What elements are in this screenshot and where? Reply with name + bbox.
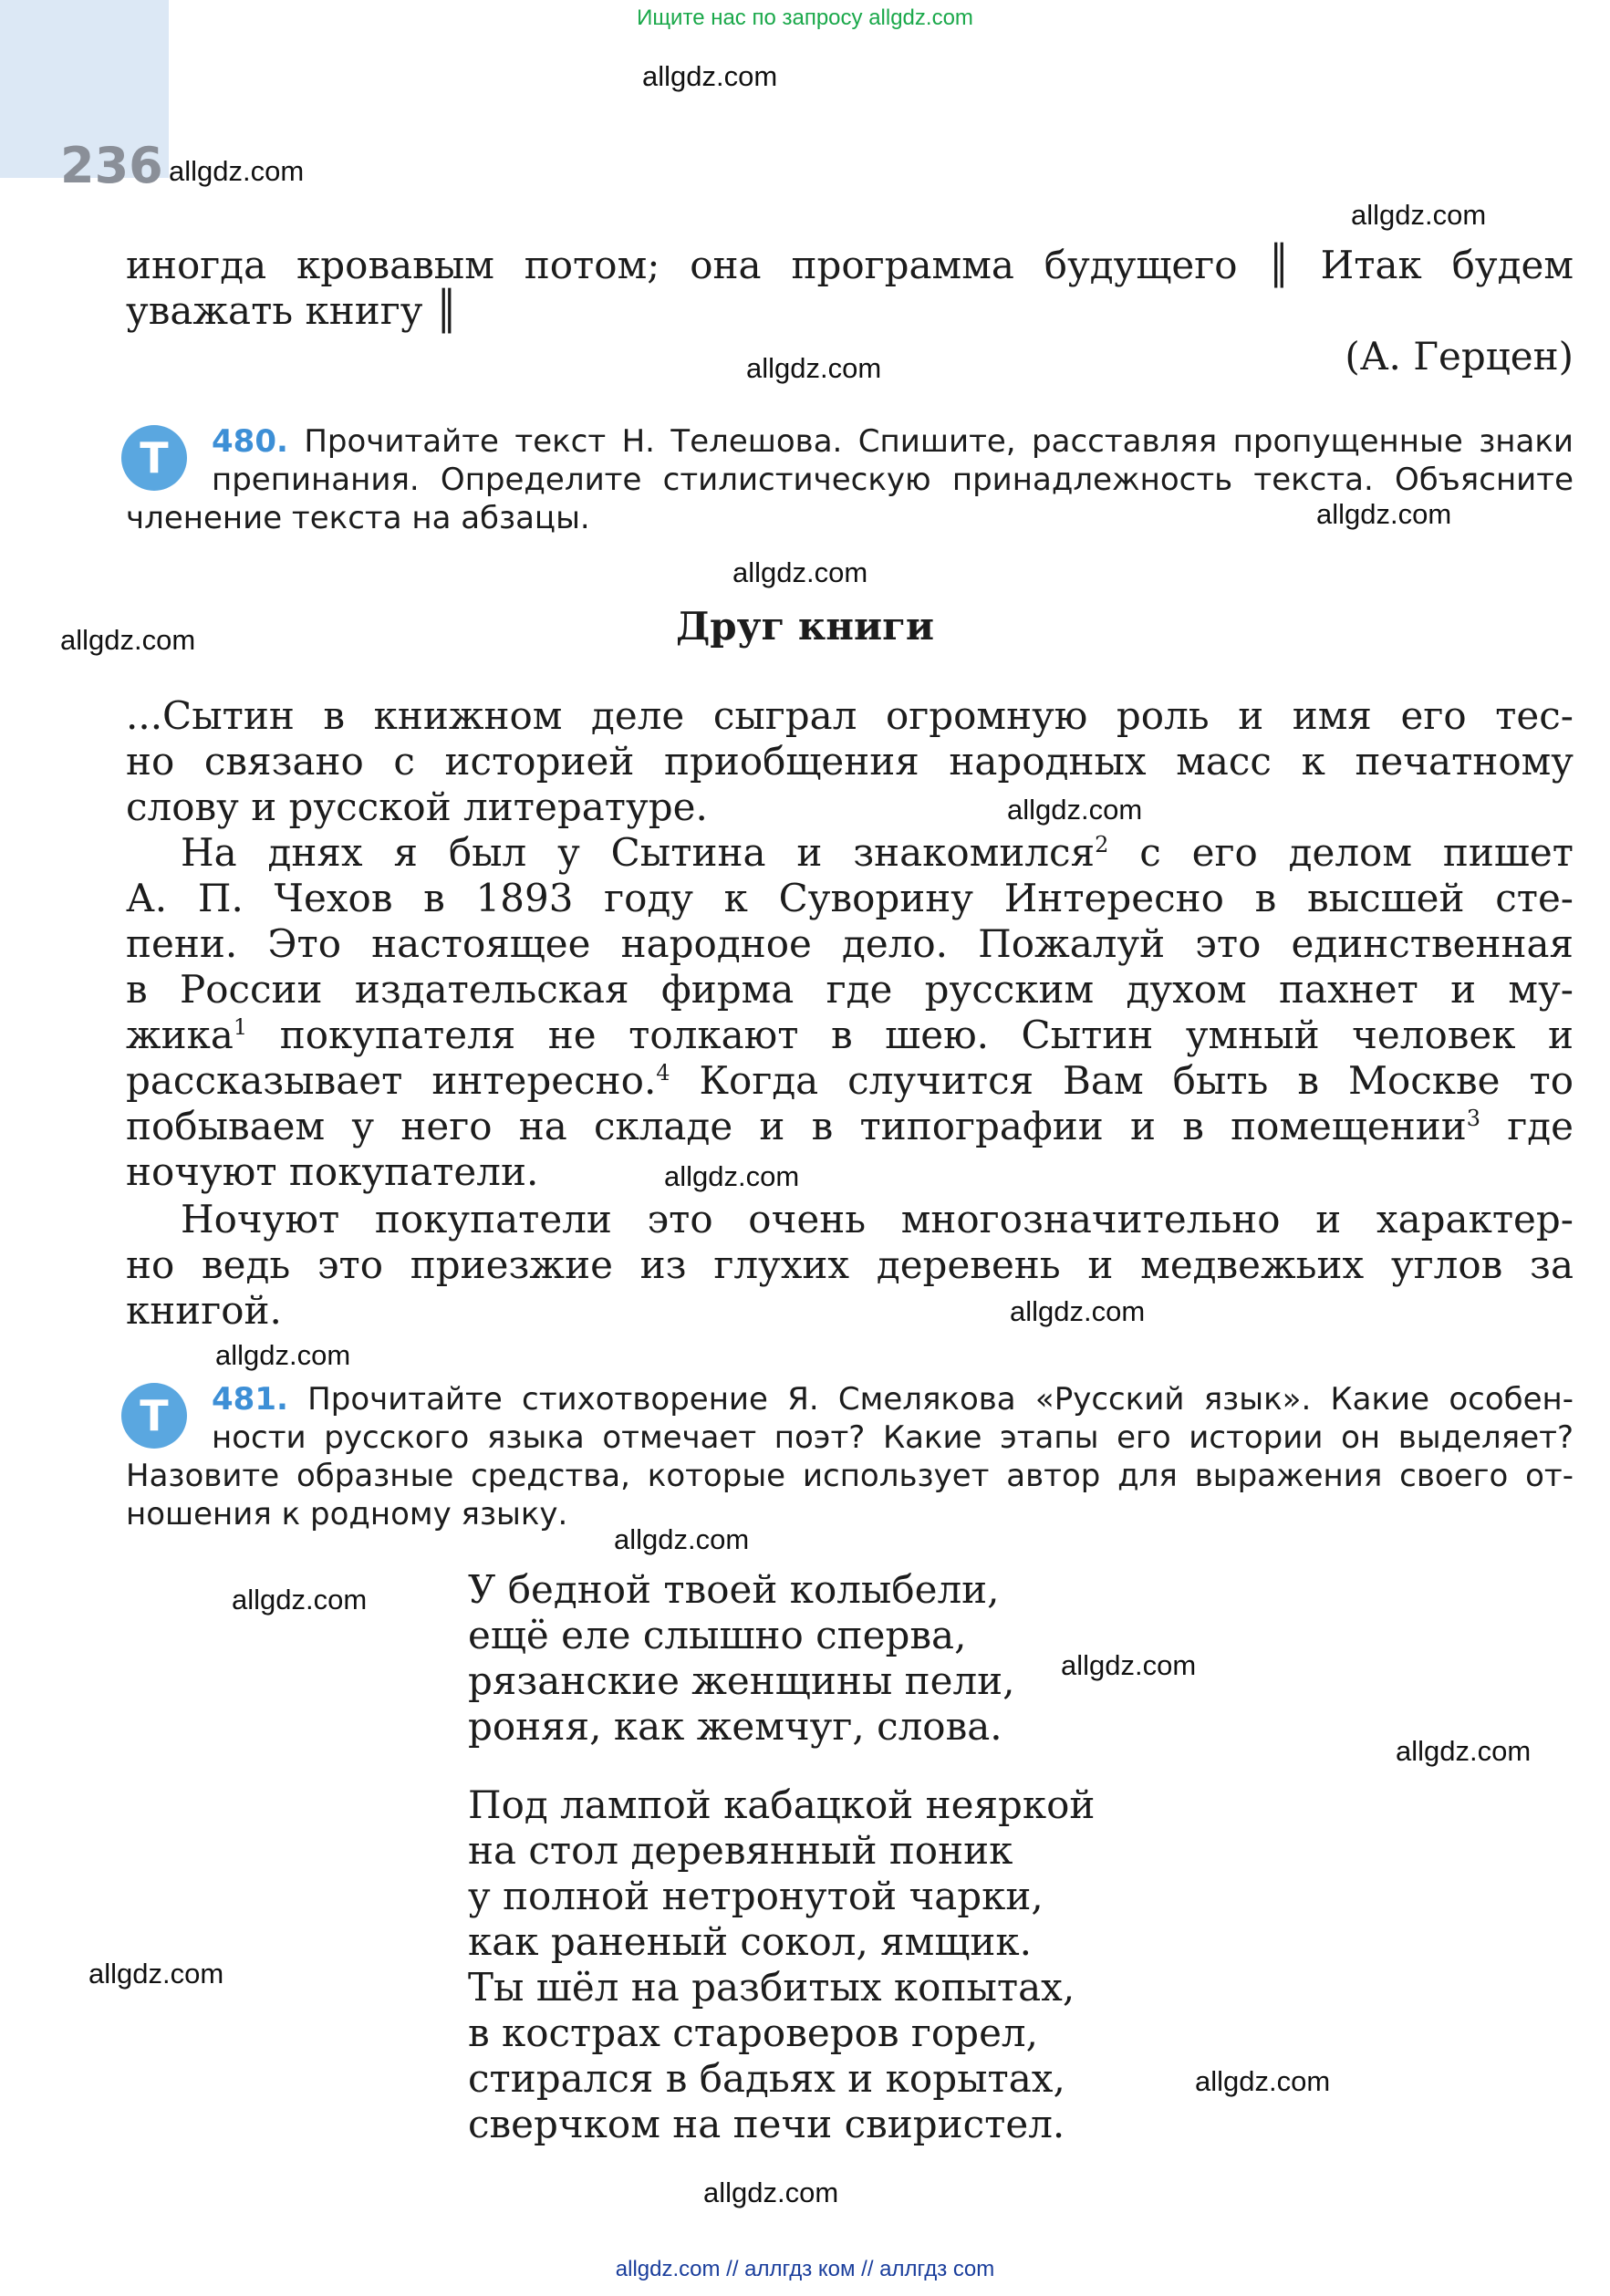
task-badge: Т <box>121 1383 187 1449</box>
watermark: allgdz.com <box>232 1584 368 1616</box>
watermark: allgdz.com <box>614 1523 750 1555</box>
watermark: allgdz.com <box>1351 199 1487 231</box>
bottom-banner[interactable]: allgdz.com // аллгдз ком // аллгдз com <box>615 2257 995 2281</box>
task-481-text: Прочитайте стихотворение Я. Смелякова «Русский язык». Какие особен- <box>307 1381 1574 1418</box>
watermark: allgdz.com <box>88 1958 224 1990</box>
poem-line: Под лампой кабацкой неяркой <box>468 1782 1096 1827</box>
poem-line: в кострах староверов горел, <box>468 2010 1038 2055</box>
text-title: Друг книги <box>675 604 935 649</box>
poem-line: стирался в бадьях и корытах, <box>468 2056 1065 2101</box>
task-481-line: Назовите образные средства, которые использует автор для выражения своего от- <box>126 1458 1574 1494</box>
task-480-line: препинания. Определите стилистическую принадлежность текста. Объясните <box>212 462 1574 498</box>
text-line: книгой. <box>126 1288 282 1333</box>
quote-author: (А. Герцен) <box>1345 334 1574 379</box>
watermark: allgdz.com <box>732 556 868 588</box>
watermark: allgdz.com <box>1010 1295 1146 1327</box>
text-line: ...Сытин в книжном деле сыграл огромную роль и имя его тес- <box>126 693 1574 738</box>
poem-line: как раненый сокол, ямщик. <box>468 1919 1032 1964</box>
top-banner[interactable]: Ищите нас по запросу allgdz.com <box>637 5 973 30</box>
task-480-line <box>212 422 1574 461</box>
text-line: слову и русской литературе. <box>126 784 708 829</box>
text-line: Ночуют покупатели это очень многозначительно и характер- <box>181 1197 1574 1242</box>
watermark: allgdz.com <box>169 155 305 187</box>
task-481-line: ношения к родному языку. <box>126 1496 568 1532</box>
watermark: allgdz.com <box>703 2177 839 2208</box>
watermark: allgdz.com <box>1195 2065 1331 2097</box>
poem-line: у полной нетронутой чарки, <box>468 1874 1044 1918</box>
task-480-text: Прочитайте текст Н. Телешова. Спишите, расставляя пропущенные знаки <box>304 423 1574 460</box>
poem-line: рязанские женщины пели, <box>468 1658 1015 1703</box>
text-line: ночуют покупатели. <box>126 1149 539 1194</box>
watermark: allgdz.com <box>60 624 196 656</box>
poem-line: Ты шёл на разбитых копытах, <box>468 1965 1075 2010</box>
text-line: побываем у него на складе и в типографии и в помещении$^3$ где <box>126 1104 1574 1148</box>
page-number: 236 <box>60 137 163 194</box>
quote-line: уважать книгу ║ <box>126 288 459 333</box>
text-line: А. П. Чехов в 1893 году к Суворину Интересно в высшей сте- <box>126 876 1574 920</box>
task-number: 481. <box>212 1381 288 1418</box>
quote-line: иногда кровавым потом; она программа будущего ║ Итак будем <box>126 243 1574 287</box>
text-line: но ведь это приезжие из глухих деревень и медвежьих углов за <box>126 1242 1574 1287</box>
watermark: allgdz.com <box>1396 1735 1532 1767</box>
watermark: allgdz.com <box>1007 794 1143 826</box>
task-481-line <box>212 1380 1574 1418</box>
task-badge: Т <box>121 425 187 491</box>
poem-line: сверчком на печи свиристел. <box>468 2102 1065 2146</box>
text-line: но связано с историей приобщения народных масс к печатному <box>126 739 1574 784</box>
text-line: рассказывает интересно.$^4$ Когда случится Вам быть в Москве то <box>126 1058 1574 1103</box>
text-line: жика$^1$ покупателя не толкают в шею. Сытин умный человек и <box>126 1013 1574 1057</box>
task-number: 480. <box>212 423 288 460</box>
watermark: allgdz.com <box>1061 1649 1197 1681</box>
watermark: allgdz.com <box>642 60 778 92</box>
watermark: allgdz.com <box>215 1339 351 1371</box>
task-481-line: ности русского языка отмечает поэт? Какие этапы его истории он выделяет? <box>212 1419 1574 1456</box>
text-line: в России издательская фирма где русским духом пахнет и му- <box>126 967 1574 1012</box>
task-480-line: членение текста на абзацы. <box>126 500 590 536</box>
watermark: allgdz.com <box>746 352 882 384</box>
text-line: пени. Это настоящее народное дело. Пожалуй это единственная <box>126 921 1574 966</box>
watermark: allgdz.com <box>664 1160 800 1192</box>
text-line: На днях я был у Сытина и знакомился$^2$ с его делом пишет <box>181 830 1574 875</box>
poem-line: на стол деревянный поник <box>468 1828 1013 1873</box>
poem-line: роняя, как жемчуг, слова. <box>468 1704 1002 1749</box>
poem-line: У бедной твоей колыбели, <box>468 1567 1000 1612</box>
watermark: allgdz.com <box>1316 498 1452 530</box>
poem-line: ещё еле слышно сперва, <box>468 1613 967 1657</box>
